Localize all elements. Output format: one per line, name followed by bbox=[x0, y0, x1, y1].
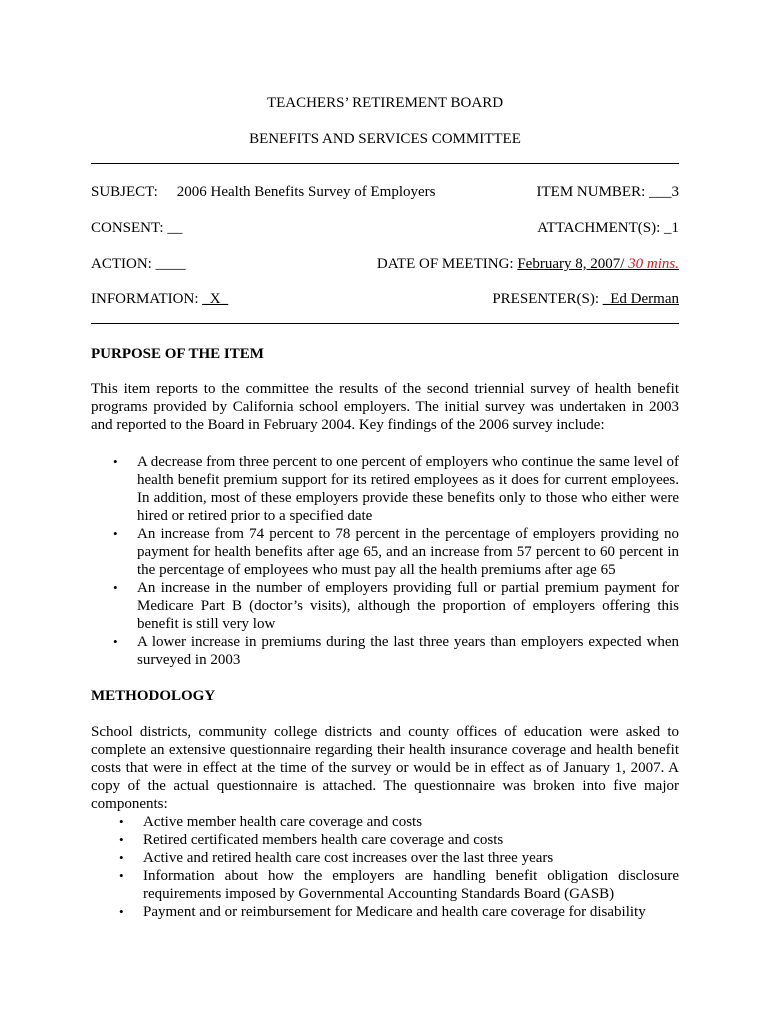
component-text: Payment and or reimbursement for Medicare and health care coverage for disability bbox=[143, 904, 646, 920]
meeting-date-label: DATE OF MEETING: bbox=[376, 256, 514, 272]
subject-row bbox=[91, 183, 679, 201]
subject-label: SUBJECT: bbox=[91, 184, 158, 200]
component-text: Retired certificated members health care coverage and costs bbox=[143, 832, 504, 848]
bullet-icon: • bbox=[119, 868, 124, 883]
information-value: _X_ bbox=[202, 291, 229, 307]
finding-text: An increase from 74 percent to 78 percent in the percentage of employers providing no payment for health benefits after age 65, and an increase from 57 percent to 60 percent in the percentage of employees who must pay all the health premiums after age 65 bbox=[137, 526, 679, 578]
consent-value: __ bbox=[167, 220, 183, 236]
meeting-date-text: February 8, 2007/ bbox=[517, 256, 625, 272]
questionnaire-components-list bbox=[91, 813, 679, 921]
action-label: ACTION: bbox=[91, 256, 152, 272]
item-number-label: ITEM NUMBER: bbox=[536, 184, 646, 200]
list-item bbox=[91, 579, 679, 633]
presenter-field bbox=[492, 290, 679, 308]
committee-title: BENEFITS AND SERVICES COMMITTEE bbox=[249, 131, 521, 147]
item-number-value: ___3 bbox=[649, 184, 679, 200]
top-divider bbox=[91, 163, 679, 164]
bullet-icon: • bbox=[119, 832, 124, 847]
action-value: ____ bbox=[155, 256, 186, 272]
bullet-icon: • bbox=[113, 580, 118, 595]
list-item bbox=[91, 633, 679, 669]
action-field bbox=[91, 255, 186, 273]
list-item bbox=[91, 903, 679, 921]
bullet-icon: • bbox=[119, 904, 124, 919]
bullet-icon: • bbox=[113, 454, 118, 469]
information-row bbox=[91, 290, 679, 308]
list-item bbox=[91, 813, 679, 831]
finding-text: An increase in the number of employers providing full or partial premium payment for Medicare Part B (doctor’s visits), although the proportion of employers offering this benefit is still very low bbox=[137, 580, 679, 632]
list-item bbox=[91, 453, 679, 525]
component-text: Information about how the employers are handling benefit obligation disclosure requirements imposed by Governmental Accounting Standards Board (GASB) bbox=[143, 868, 679, 902]
attachments-value: _1 bbox=[664, 220, 679, 236]
attachments-label: ATTACHMENT(S): bbox=[537, 220, 661, 236]
bullet-icon: • bbox=[113, 526, 118, 541]
information-field bbox=[91, 290, 228, 308]
presenter-label: PRESENTER(S): bbox=[492, 291, 600, 307]
component-text: Active member health care coverage and costs bbox=[143, 814, 423, 830]
finding-text: A lower increase in premiums during the last three years than employers expected when surveyed in 2003 bbox=[137, 634, 679, 668]
consent-label: CONSENT: bbox=[91, 220, 164, 236]
information-label: INFORMATION: bbox=[91, 291, 199, 307]
methodology-heading: METHODOLOGY bbox=[91, 688, 216, 704]
list-item bbox=[91, 831, 679, 849]
component-text: Active and retired health care cost increases over the last three years bbox=[143, 850, 554, 866]
meeting-duration: 30 mins. bbox=[628, 256, 679, 272]
bullet-icon: • bbox=[119, 850, 124, 865]
list-item bbox=[91, 867, 679, 903]
action-row bbox=[91, 255, 679, 273]
meeting-date-value bbox=[517, 256, 679, 272]
finding-text: A decrease from three percent to one percent of employers who continue the same level of health benefit premium support for its retired employees as it does for current employees. In addition, most of these employers provide these benefits only to those who either were hired or retired prior to a specified date bbox=[137, 454, 679, 524]
list-item bbox=[91, 849, 679, 867]
presenter-value: _Ed Derman bbox=[602, 291, 679, 307]
item-number-field bbox=[537, 183, 680, 201]
board-title: TEACHERS’ RETIREMENT BOARD bbox=[266, 95, 504, 111]
list-item bbox=[91, 525, 679, 579]
purpose-heading: PURPOSE OF THE ITEM bbox=[91, 346, 264, 362]
meeting-date-field bbox=[377, 255, 679, 273]
methodology-intro: School districts, community college districts and county offices of education were asked to complete an extensive questionnaire regarding their health insurance coverage and health benefit costs that were in effect at the time of the survey or would be in effect as of January 1, 2007. A copy of the actual questionnaire is attached. The questionnaire was broken into five major components: bbox=[91, 724, 679, 812]
consent-row bbox=[91, 219, 679, 237]
bottom-divider bbox=[91, 323, 679, 324]
subject-field bbox=[91, 183, 435, 201]
bullet-icon: • bbox=[119, 814, 124, 829]
bullet-icon: • bbox=[113, 634, 118, 649]
key-findings-list bbox=[91, 453, 679, 669]
subject-value: 2006 Health Benefits Survey of Employers bbox=[176, 184, 436, 200]
purpose-intro: This item reports to the committee the results of the second triennial survey of health benefit programs provided by California school employers. The initial survey was undertaken in 2003 and reported to the Board in February 2004. Key findings of the 2006 survey include: bbox=[91, 381, 679, 433]
consent-field bbox=[91, 219, 182, 237]
attachments-field bbox=[537, 219, 679, 237]
